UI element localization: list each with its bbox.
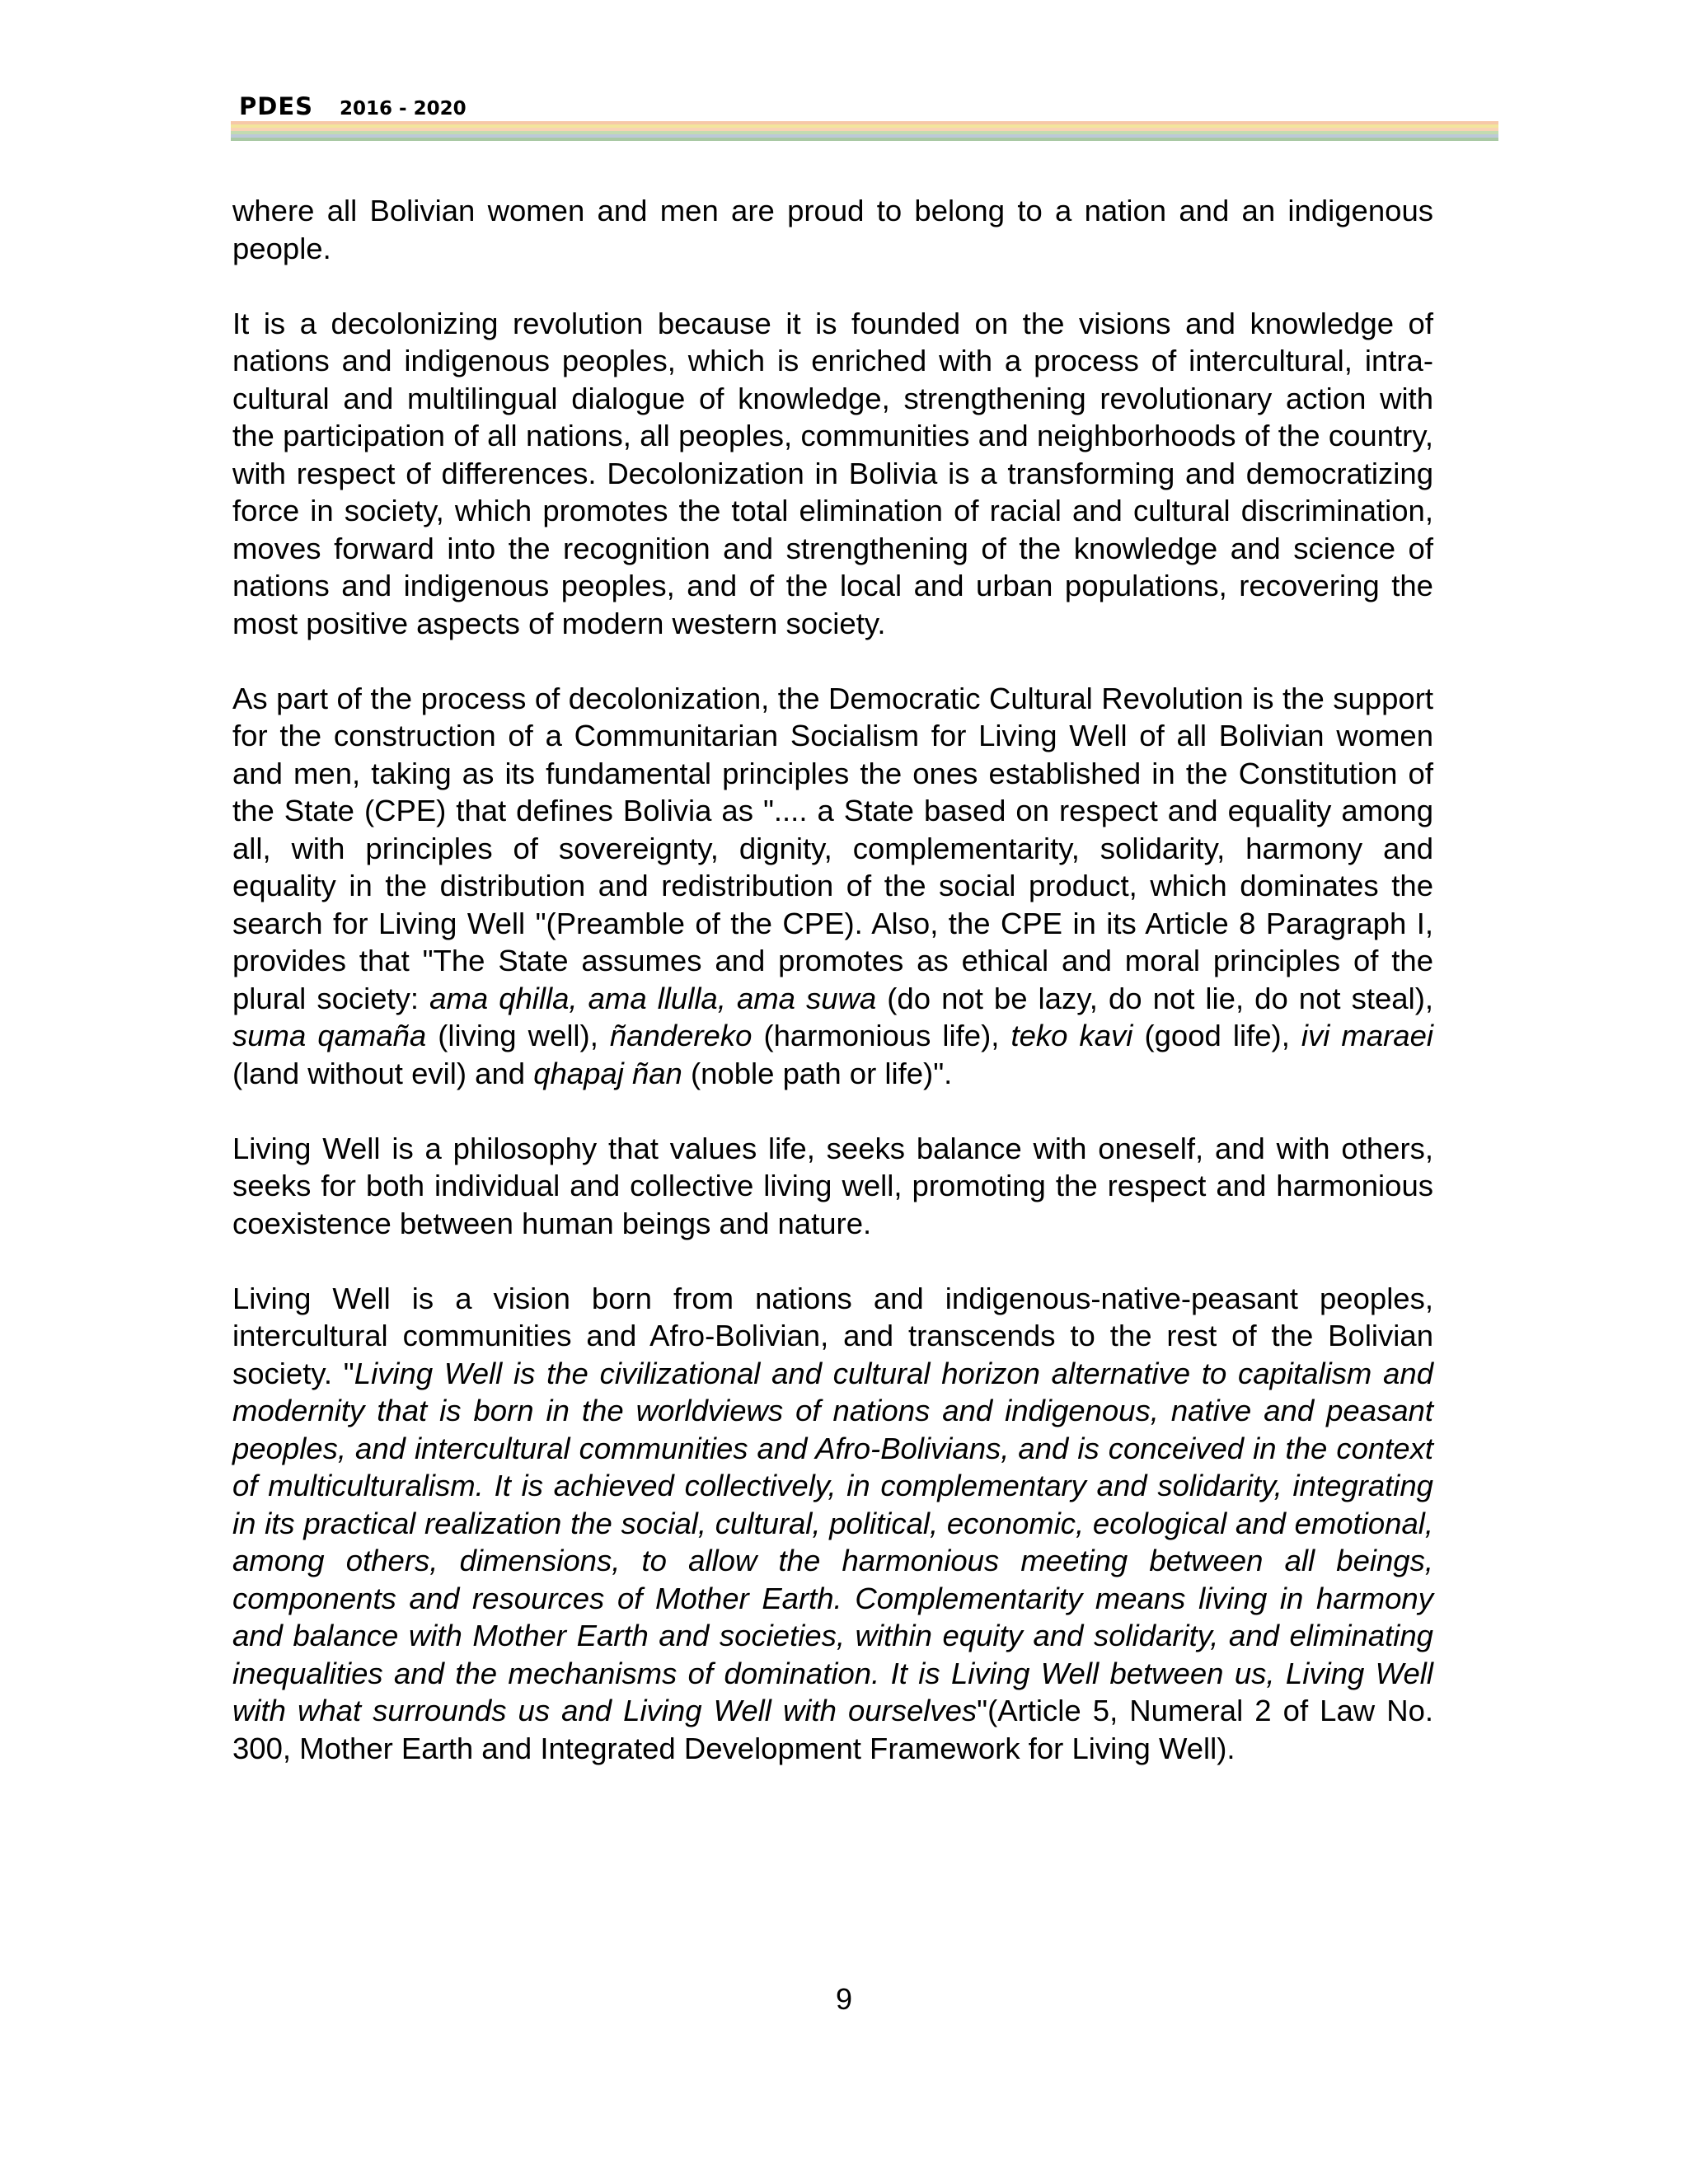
italic-term: suma qamaña — [232, 1019, 427, 1052]
italic-term: qhapaj ñan — [533, 1056, 682, 1090]
document-title: PDES — [239, 92, 314, 120]
paragraph — [232, 1130, 1433, 1243]
page-number: 9 — [835, 1982, 853, 2016]
text-run: "(Article 5, Numeral 2 of Law No. 300, Mother Earth and Integrated Development Framework for Living Well). — [232, 1694, 1434, 1765]
text-run: (good life), — [1132, 1019, 1301, 1052]
text-run: As part of the process of decolonization, the Democratic Cultural Revolution is the support for the construction of a Communitarian Socialism for Living Well of all Bolivian women and men, taking as its fundamental principles the ones established in the Constitution of the State (CPE) that defines Bolivia as ".... a State based on respect and equality among all, with principles of sovereignty, dignity, complementarity, solidarity, harmony and equality in the distribution and redistribution of the social product, which dominates the search for Living Well "(Preamble of the CPE). Also, the CPE in its Article 8 Paragraph I, provides that "The State assumes and promotes as ethical and moral principles of the plural society: — [232, 681, 1433, 1015]
italic-term: teko kavi — [1010, 1019, 1133, 1052]
text-run: (noble path or life)". — [682, 1056, 953, 1090]
page-header — [239, 92, 1500, 120]
header-color-rule — [231, 121, 1498, 141]
paragraph — [232, 1280, 1433, 1768]
paragraph — [232, 192, 1433, 267]
text-run: (harmonious life), — [752, 1019, 1011, 1052]
text-run: where all Bolivian women and men are proud to belong to a nation and an indigenous people. — [232, 194, 1433, 265]
header-stripe — [231, 138, 1498, 141]
text-run: Living Well is a philosophy that values life, seeks balance with oneself, and with others, seeks for both individual and collective living well, promoting the respect and harmonious coexistence between human beings and nature. — [232, 1131, 1433, 1240]
italic-term: ñandereko — [609, 1019, 753, 1052]
text-run: It is a decolonizing revolution because it is founded on the visions and knowledge of nations and indigenous peoples, which is enriched with a process of intercultural, intra-cultural and multilingual dialogue of knowledge, strengthening revolutionary action with the participation of all nations, all peoples, communities and neighborhoods of the country, with respect of differences. Decolonization in Bolivia is a transforming and democratizing force in society, which promotes the total elimination of racial and cultural discrimination, moves forward into the recognition and strengthening of the knowledge and science of nations and indigenous peoples, and of the local and urban populations, recovering the most positive aspects of modern western society. — [232, 306, 1433, 640]
paragraph — [232, 680, 1433, 1093]
document-years: 2016 - 2020 — [340, 98, 467, 120]
paragraph — [232, 305, 1433, 643]
text-run: Living Well is a vision born from nations and indigenous-native-peasant peoples, intercultural communities and Afro-Bolivian, and transcends to the rest of the Bolivian society. " — [232, 1281, 1433, 1390]
italic-quote: Living Well is the civilizational and cultural horizon alternative to capitalism and modernity that is born in the worldviews of nations and indigenous, native and peasant peoples, and intercultural communities and Afro-Bolivians, and is conceived in the context of multiculturalism. It is achieved collectively, in complementary and solidarity, integrating in its practical realization the social, cultural, political, economic, ecological and emotional, among others, dimensions, to allow the harmonious meeting between all beings, components and resources of Mother Earth. Complementarity means living in harmony and balance with Mother Earth and societies, within equity and solidarity, and eliminating inequalities and the mechanisms of domination. It is Living Well between us, Living Well with what surrounds us and Living Well with ourselves — [232, 1356, 1433, 1727]
italic-term: ama qhilla, ama llulla, ama suwa — [429, 981, 877, 1015]
italic-term: ivi maraei — [1301, 1019, 1433, 1052]
text-run: (living well), — [426, 1019, 610, 1052]
text-run: (do not be lazy, do not lie, do not steal), — [876, 981, 1434, 1015]
body-text — [232, 192, 1433, 1767]
text-run: (land without evil) and — [232, 1056, 534, 1090]
